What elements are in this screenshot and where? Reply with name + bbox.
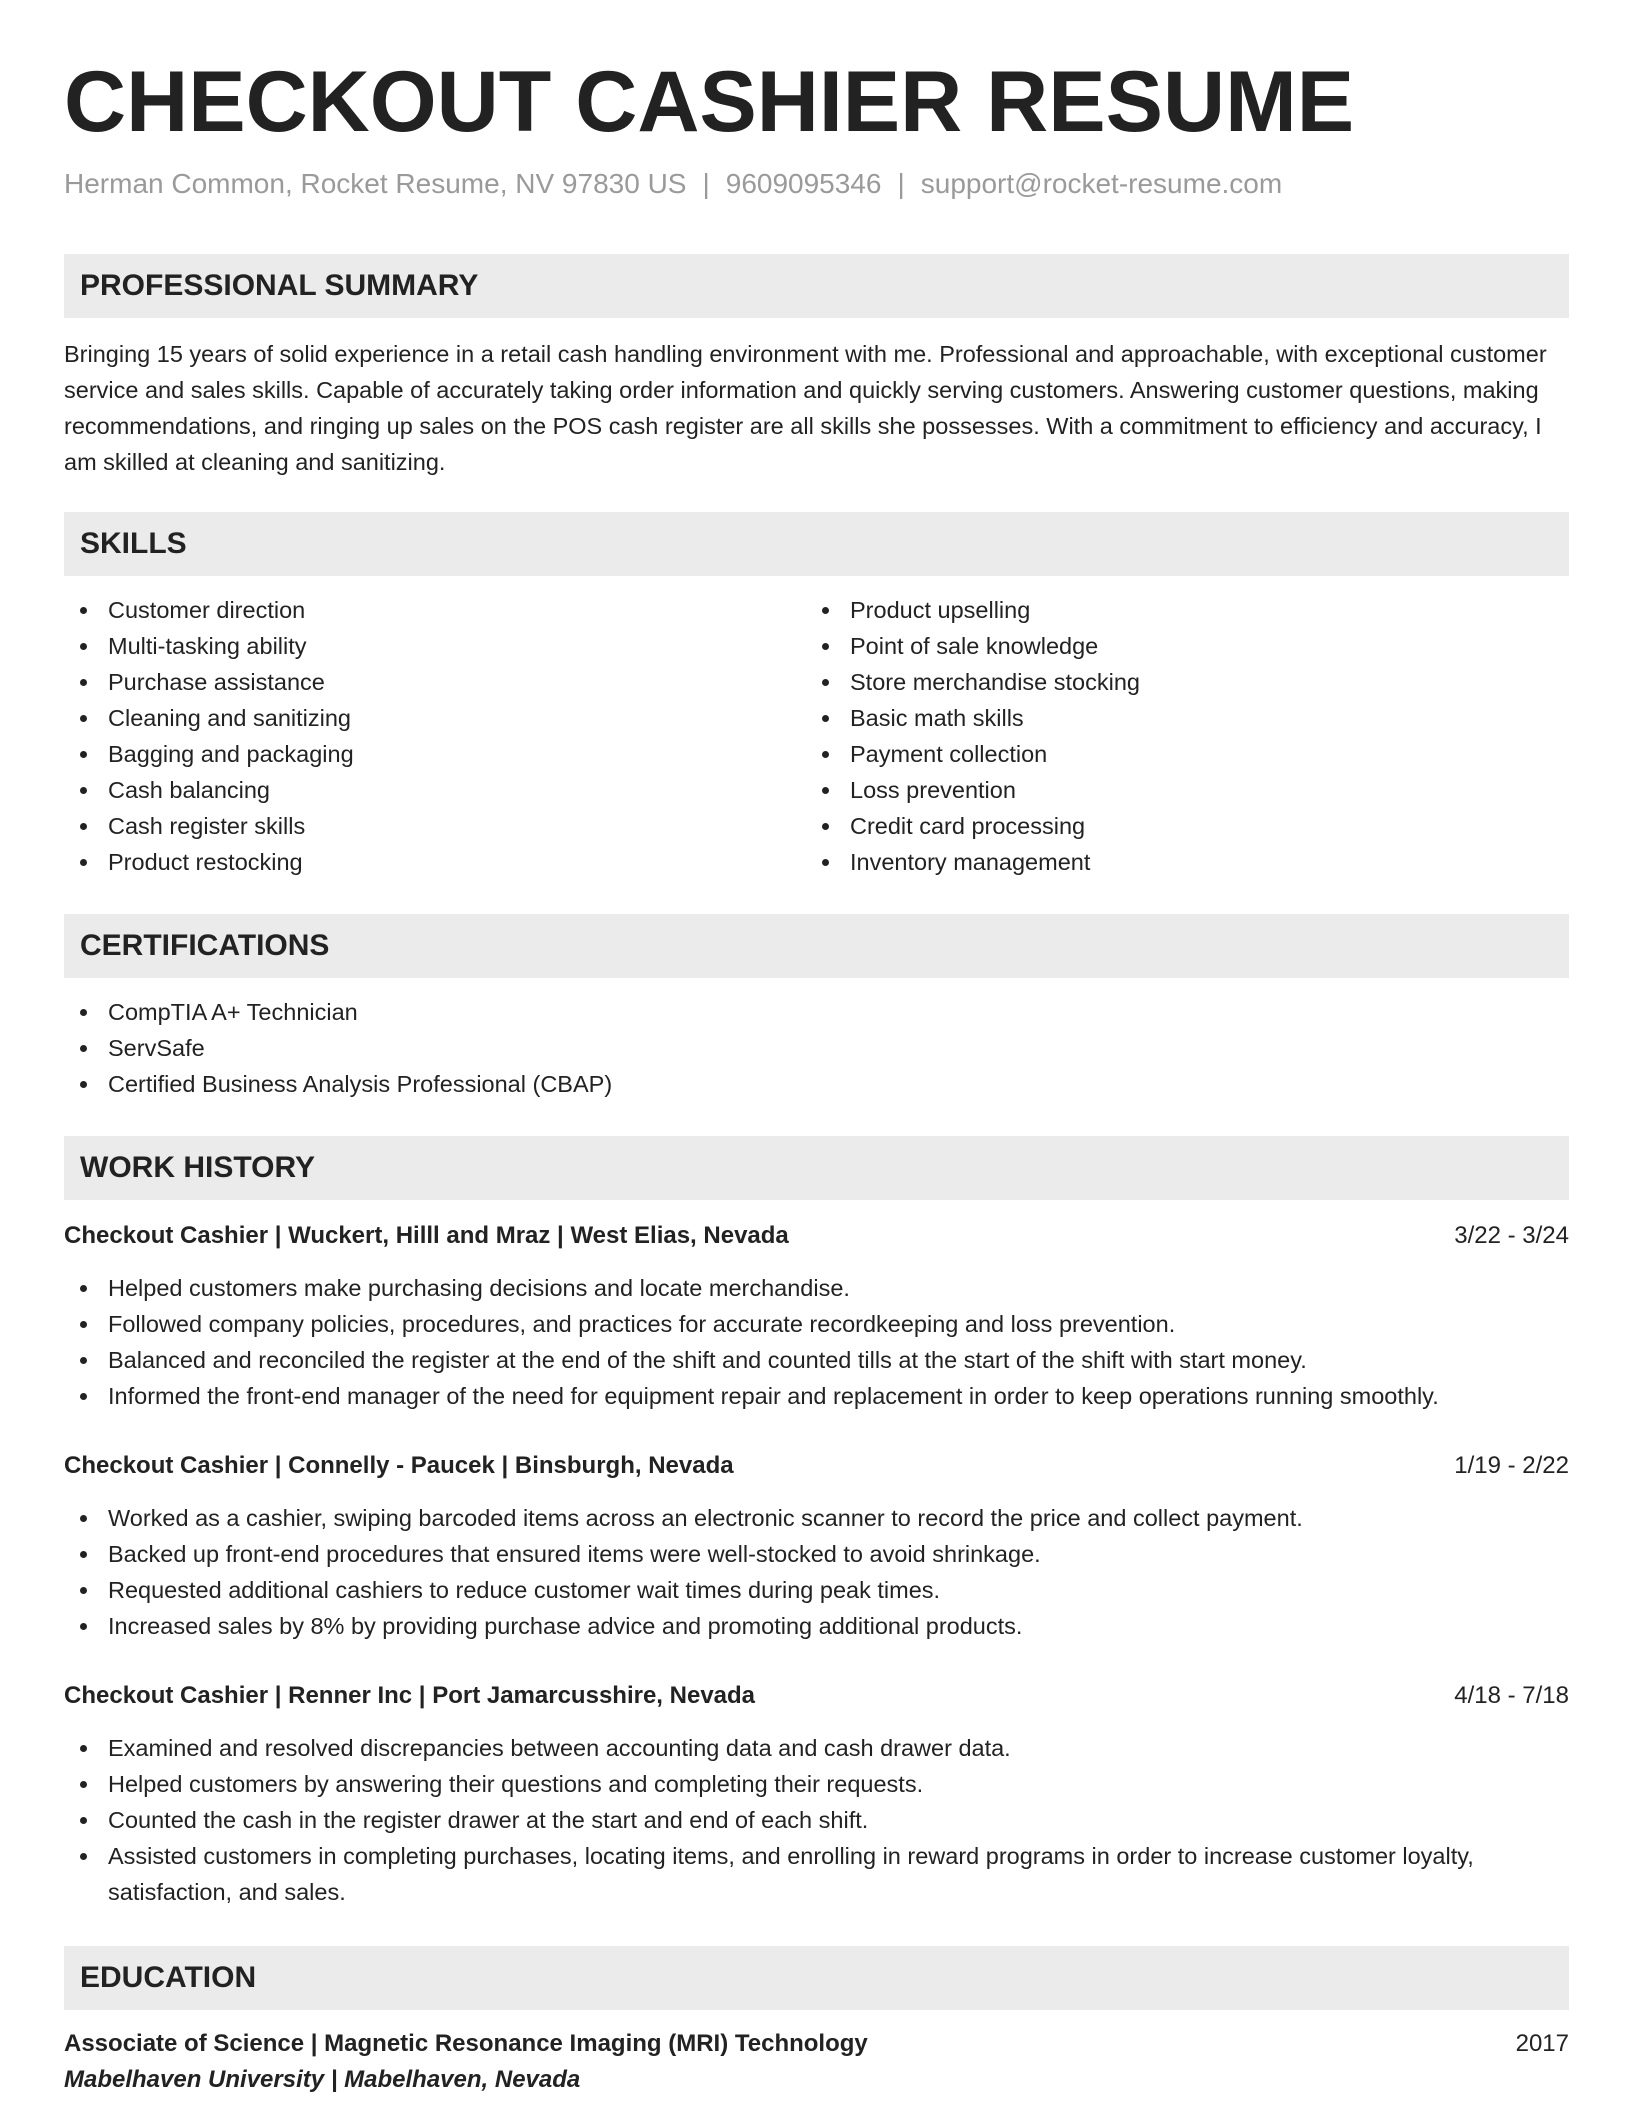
skills-list-right — [806, 592, 1548, 880]
job-dates: 1/19 - 2/22 — [1454, 1452, 1569, 1479]
job-dates: 4/18 - 7/18 — [1454, 1682, 1569, 1709]
section-header-summary: PROFESSIONAL SUMMARY — [64, 254, 1569, 318]
job-entry — [64, 1678, 1569, 1910]
job-dates: 3/22 - 3/24 — [1454, 1222, 1569, 1249]
skill-item: Purchase assistance — [64, 664, 806, 700]
skill-item: Loss prevention — [806, 772, 1548, 808]
education-row — [64, 2026, 1569, 2062]
job-bullet: Requested additional cashiers to reduce customer wait times during peak times. — [64, 1572, 1569, 1608]
contact-phone: 9609095346 — [725, 168, 882, 199]
job-bullet: Increased sales by 8% by providing purchase advice and promoting additional products. — [64, 1608, 1569, 1644]
skill-item: Credit card processing — [806, 808, 1548, 844]
skills-columns — [64, 592, 1569, 880]
section-header-work-history: WORK HISTORY — [64, 1136, 1569, 1200]
summary-text: Bringing 15 years of solid experience in a retail cash handling environment with me. Professional and approachable, with exceptional customer service and sales skills. Capable of accurately taking order information and quickly serving customers. Answering customer questions, making recommendations, and ringing up sales on the POS cash register are all skills she possesses. With a commitment to efficiency and accuracy, I am skilled at cleaning and sanitizing. — [64, 341, 1547, 475]
contact-separator: | — [897, 168, 905, 199]
section-header-education: EDUCATION — [64, 1946, 1569, 2010]
job-title-row — [64, 1678, 1569, 1714]
skill-item: Cleaning and sanitizing — [64, 700, 806, 736]
certification-item: ServSafe — [64, 1030, 1569, 1066]
job-title: Checkout Cashier | Connelly - Paucek | Binsburgh, Nevada — [64, 1452, 734, 1479]
job-bullets — [64, 1730, 1569, 1910]
skill-item: Cash balancing — [64, 772, 806, 808]
job-bullets — [64, 1500, 1569, 1644]
resume-page — [64, 0, 1569, 2098]
job-bullet: Examined and resolved discrepancies between accounting data and cash drawer data. — [64, 1730, 1569, 1766]
certifications-list — [64, 994, 1569, 1102]
skill-item: Product restocking — [64, 844, 806, 880]
job-title-row — [64, 1218, 1569, 1254]
job-bullet: Followed company policies, procedures, and practices for accurate recordkeeping and loss prevention. — [64, 1306, 1569, 1342]
education-school: Mabelhaven University | Mabelhaven, Nevada — [64, 2066, 581, 2093]
education-degree: Associate of Science | Magnetic Resonance Imaging (MRI) Technology — [64, 2030, 868, 2057]
job-bullet: Helped customers make purchasing decisions and locate merchandise. — [64, 1270, 1569, 1306]
section-header-skills: SKILLS — [64, 512, 1569, 576]
page-title: CHECKOUT CASHIER RESUME — [64, 54, 1355, 150]
certification-item: CompTIA A+ Technician — [64, 994, 1569, 1030]
certification-item: Certified Business Analysis Professional (CBAP) — [64, 1066, 1569, 1102]
job-bullet: Backed up front-end procedures that ensured items were well-stocked to avoid shrinkage. — [64, 1536, 1569, 1572]
skills-list-left — [64, 592, 806, 880]
skill-item: Product upselling — [806, 592, 1548, 628]
job-bullets — [64, 1270, 1569, 1414]
contact-line — [64, 164, 1569, 204]
skill-item: Cash register skills — [64, 808, 806, 844]
education-entry — [64, 2026, 1569, 2098]
job-entry — [64, 1448, 1569, 1644]
contact-separator: | — [702, 168, 710, 199]
job-title: Checkout Cashier | Renner Inc | Port Jamarcusshire, Nevada — [64, 1682, 756, 1709]
skill-item: Payment collection — [806, 736, 1548, 772]
skill-item: Basic math skills — [806, 700, 1548, 736]
contact-email: support@rocket-resume.com — [920, 168, 1283, 199]
skill-item: Customer direction — [64, 592, 806, 628]
skill-item: Inventory management — [806, 844, 1548, 880]
education-year: 2017 — [1515, 2030, 1569, 2057]
job-bullet: Balanced and reconciled the register at the end of the shift and counted tills at the start of the shift with start money. — [64, 1342, 1569, 1378]
skill-item: Point of sale knowledge — [806, 628, 1548, 664]
skill-item: Store merchandise stocking — [806, 664, 1548, 700]
job-bullet: Assisted customers in completing purchases, locating items, and enrolling in reward programs in order to increase customer loyalty, satisfaction, and sales. — [64, 1838, 1569, 1910]
job-entry — [64, 1218, 1569, 1414]
section-header-certifications: CERTIFICATIONS — [64, 914, 1569, 978]
skill-item: Bagging and packaging — [64, 736, 806, 772]
job-bullet: Counted the cash in the register drawer at the start and end of each shift. — [64, 1802, 1569, 1838]
contact-address: Herman Common, Rocket Resume, NV 97830 US — [64, 168, 687, 199]
skill-item: Multi-tasking ability — [64, 628, 806, 664]
job-bullet: Worked as a cashier, swiping barcoded items across an electronic scanner to record the price and collect payment. — [64, 1500, 1569, 1536]
job-title: Checkout Cashier | Wuckert, Hilll and Mraz | West Elias, Nevada — [64, 1222, 789, 1249]
job-title-row — [64, 1448, 1569, 1484]
job-bullet: Helped customers by answering their questions and completing their requests. — [64, 1766, 1569, 1802]
job-bullet: Informed the front-end manager of the need for equipment repair and replacement in order to keep operations running smoothly. — [64, 1378, 1569, 1414]
